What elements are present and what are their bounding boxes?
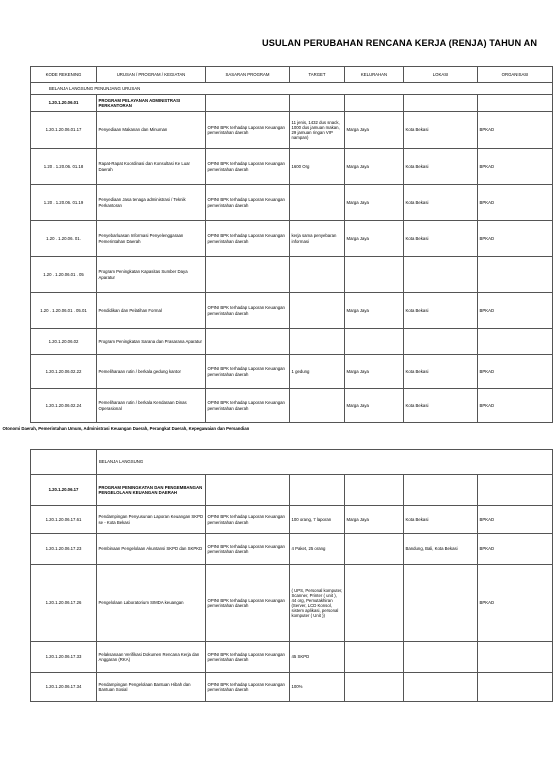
table-row (31, 149, 553, 185)
kode-rekening-cell: 1.20.1.20.06.17.34 (31, 673, 97, 702)
sasaran-cell: OPINI BPK terhadap Laporan Keuangan pemerintahan daerah (206, 642, 290, 673)
target-cell: 1600 Org (290, 149, 345, 185)
organisasi-cell: BPKAD (478, 506, 553, 534)
lokasi-cell: Kota Bekasi (404, 149, 478, 185)
table-row (31, 673, 553, 702)
renja-table (2, 66, 553, 702)
kelurahan-cell: Marga Jaya (345, 506, 404, 534)
target-cell: 100% (290, 673, 345, 702)
kelurahan-cell (345, 475, 404, 506)
organisasi-cell: BPKAD (478, 534, 553, 565)
lokasi-cell (404, 95, 478, 112)
table-row (31, 355, 553, 389)
target-cell: 45 SKPD (290, 642, 345, 673)
target-cell (290, 257, 345, 293)
lokasi-cell: Kota Bekasi (404, 355, 478, 389)
kelurahan-cell (345, 95, 404, 112)
kode-rekening-cell: 1.20 . 1.20.06. 01.19 (31, 185, 97, 221)
lokasi-cell (404, 565, 478, 642)
kode-rekening-cell: 1.20 . 1.20.06. 01.18 (31, 149, 97, 185)
note-row (31, 423, 553, 450)
lokasi-cell (404, 642, 478, 673)
target-cell (290, 293, 345, 329)
col-kelurahan: KELURAHAN (345, 67, 404, 83)
organisasi-cell: BPKAD (478, 293, 553, 329)
table-row (31, 95, 553, 112)
kelurahan-cell (345, 642, 404, 673)
col-kode-rekening: KODE REKENING (31, 67, 97, 83)
lokasi-cell: Kota Bekasi (404, 185, 478, 221)
kelurahan-cell: Marga Jaya (345, 112, 404, 149)
table-row (31, 112, 553, 149)
organisasi-cell (478, 329, 553, 355)
sasaran-cell: OPINI BPK terhadap Laporan Keuangan pemerintahan daerah (206, 355, 290, 389)
organisasi-cell (478, 475, 553, 506)
kode-rekening-cell: 1.20 . 1.20.06.01 . 05 (31, 257, 97, 293)
kode-rekening-cell: 1.20.1.20.06.17.61 (31, 506, 97, 534)
target-cell: 1 gedung (290, 355, 345, 389)
organisasi-cell (478, 642, 553, 673)
organisasi-cell: BPKAD (478, 355, 553, 389)
kelurahan-cell: Marga Jaya (345, 355, 404, 389)
section-row (31, 450, 553, 475)
program-cell: Pemeliharaan rutin / berkala gedung kantor (97, 355, 206, 389)
sasaran-cell: OPINI BPK terhadap Laporan Keuangan pemerintahan daerah (206, 389, 290, 423)
lokasi-cell (404, 257, 478, 293)
table-row (31, 293, 553, 329)
program-cell: Pengelolaan Laboratorium SIMDA keuangan (97, 565, 206, 642)
kode-rekening-cell: 1.20.1.20.06.02.22 (31, 355, 97, 389)
target-cell (290, 329, 345, 355)
lokasi-cell: Bandung, Bali, Kota Bekasi (404, 534, 478, 565)
organisasi-cell: BPKAD (478, 389, 553, 423)
organisasi-cell: BPKAD (478, 112, 553, 149)
sasaran-cell: OPINI BPK terhadap Laporan Keuangan pemerintahan daerah (206, 506, 290, 534)
lokasi-cell: Kota Bekasi (404, 506, 478, 534)
organisasi-cell (478, 257, 553, 293)
target-cell: 4 Paket, 25 orang (290, 534, 345, 565)
program-cell: Pendampingan Pengelolaan Bantuan Hibah dan Bantuan Sosial (97, 673, 206, 702)
program-cell: Pemeliharaan rutin / berkala Kendaraan Dinas Operasional (97, 389, 206, 423)
organisasi-cell (478, 95, 553, 112)
section-row (31, 83, 553, 95)
kelurahan-cell (345, 673, 404, 702)
urusan-note: Otonomi Daerah, Pemerintahan Umum, Administrasi Keuangan Daerah, Perangkat Daerah, Kepegawaian dan Persandian (2, 426, 250, 431)
lokasi-cell: Kota Bekasi (404, 221, 478, 257)
program-cell: Program Peningkatan Kapasitas Sumber Daya Aparatur (97, 257, 206, 293)
kelurahan-cell: Marga Jaya (345, 149, 404, 185)
target-cell: kerja sama penyebaran informasi (290, 221, 345, 257)
table-row (31, 475, 553, 506)
col-organisasi: ORGANISASI (478, 67, 553, 83)
col-target: TARGET (290, 67, 345, 83)
col-sasaran-program: SASARAN PROGRAM (206, 67, 290, 83)
table-row (31, 565, 553, 642)
table-row (31, 534, 553, 565)
section-label: BELANJA LANGSUNG (97, 450, 553, 475)
organisasi-cell: BPKAD (478, 185, 553, 221)
kelurahan-cell (345, 534, 404, 565)
lokasi-cell (404, 475, 478, 506)
lokasi-cell: Kota Bekasi (404, 389, 478, 423)
col-urusan-program: URUSAN / PROGRAM / KEGIATAN (97, 67, 206, 83)
kelurahan-cell: Marga Jaya (345, 293, 404, 329)
lokasi-cell (404, 329, 478, 355)
lokasi-cell: Kota Bekasi (404, 112, 478, 149)
header-row (31, 67, 553, 83)
kode-rekening-cell: 1.20.1.20.06.01.17 (31, 112, 97, 149)
organisasi-cell (478, 673, 553, 702)
kelurahan-cell (345, 257, 404, 293)
lokasi-cell (404, 673, 478, 702)
kode-rekening-cell: 1.20.1.20.06.01 (31, 95, 97, 112)
organisasi-cell: BPKAD (478, 149, 553, 185)
target-cell (290, 389, 345, 423)
section-label: BELANJA LANGSUNG PENUNJANG URUSAN (31, 83, 553, 95)
sasaran-cell: OPINI BPK terhadap Laporan Keuangan pemerintahan daerah (206, 293, 290, 329)
kelurahan-cell (345, 329, 404, 355)
kode-rekening-cell: 1.20.1.20.06.17.23 (31, 534, 97, 565)
kode-rekening-cell: 1.20.1.20.06.02 (31, 329, 97, 355)
target-cell (290, 95, 345, 112)
program-cell: Pembinaan Pengelolaan Akuntansi SKPD dan SKPKD (97, 534, 206, 565)
kode-rekening-cell: 1.20.1.20.06.17 (31, 475, 97, 506)
organisasi-cell: BPKAD (478, 221, 553, 257)
program-cell: Program Peningkatan Sarana dan Prasarana Aparatur (97, 329, 206, 355)
organisasi-cell: BPKAD (478, 565, 553, 642)
kelurahan-cell: Marga Jaya (345, 185, 404, 221)
target-cell (290, 185, 345, 221)
kode-rekening-cell: 1.20 . 1.20.06. 01. (31, 221, 97, 257)
kode-rekening-cell: 1.20.1.20.06.02.24 (31, 389, 97, 423)
sasaran-cell: OPINI BPK terhadap Laporan Keuangan pemerintahan daerah (206, 534, 290, 565)
kode-rekening-cell: 1.20.1.20.06.17.33 (31, 642, 97, 673)
program-cell: Penyediaan Makanan dan Minuman (97, 112, 206, 149)
table-row (31, 221, 553, 257)
target-cell (290, 475, 345, 506)
sasaran-cell (206, 95, 290, 112)
col-lokasi: LOKASI (404, 67, 478, 83)
table-row (31, 329, 553, 355)
table-row (31, 389, 553, 423)
program-cell: Penyebarluasan Informasi Penyelenggaraan Pemerintahan Daerah (97, 221, 206, 257)
sasaran-cell (206, 475, 290, 506)
sasaran-cell: OPINI BPK terhadap Laporan Keuangan pemerintahan daerah (206, 149, 290, 185)
sasaran-cell (206, 329, 290, 355)
lokasi-cell: Kota Bekasi (404, 293, 478, 329)
kode-rekening-cell: 1.20 . 1.20.06.01 . 05.01 (31, 293, 97, 329)
table-row (31, 642, 553, 673)
program-cell: PROGRAM PELAYANAN ADMINISTRASI PERKANTORAN (97, 95, 206, 112)
table-row (31, 185, 553, 221)
sasaran-cell (206, 257, 290, 293)
kelurahan-cell: Marga Jaya (345, 221, 404, 257)
document-title: USULAN PERUBAHAN RENCANA KERJA (RENJA) TAHUN AN (262, 38, 538, 48)
program-cell: Pendampingan Penyusunan Laporan Keuangan SKPD se - Kota Bekasi (97, 506, 206, 534)
sasaran-cell: OPINI BPK terhadap Laporan Keuangan pemerintahan daerah (206, 112, 290, 149)
kode-rekening-cell: 1.20.1.20.06.17.26 (31, 565, 97, 642)
program-cell: Penyediaan Jasa tenaga administrasi / Teknik Perkantoran (97, 185, 206, 221)
program-cell: PROGRAM PENINGKATAN DAN PENGEMBANGAN PENGELOLAAN KEUANGAN DAERAH (97, 475, 206, 506)
target-cell: 11 jenis, 1432 dus snack, 1000 dus jamuan makan, 29 jamuan ringan VIP nampan) (290, 112, 345, 149)
program-cell: Pendidikan dan Pelatihan Formal (97, 293, 206, 329)
table-row (31, 257, 553, 293)
sasaran-cell: OPINI BPK terhadap Laporan Keuangan pemerintahan daerah (206, 185, 290, 221)
sasaran-cell: OPINI BPK terhadap Laporan Keuangan pemerintahan daerah (206, 565, 290, 642)
program-cell: Pelaksanaan Verifikasi Dokumen Rencana Kerja dan Anggaran (RKA) (97, 642, 206, 673)
sasaran-cell: OPINI BPK terhadap Laporan Keuangan pemerintahan daerah (206, 673, 290, 702)
kelurahan-cell (345, 565, 404, 642)
target-cell: 100 orang, 7 laporan (290, 506, 345, 534)
table-row (31, 506, 553, 534)
program-cell: Rapat-Rapat Koordinasi dan Konsultasi Ke Luar Daerah (97, 149, 206, 185)
target-cell: ( UPS, Personal komputer, Scanner, Printer ( unit ), 44 org, Pemutakhiran (Server, LCD Konsol, sistem aplikasi, personal komputer ( Unit )) (290, 565, 345, 642)
kelurahan-cell: Marga Jaya (345, 389, 404, 423)
sasaran-cell: OPINI BPK terhadap Laporan Keuangan pemerintahan daerah (206, 221, 290, 257)
